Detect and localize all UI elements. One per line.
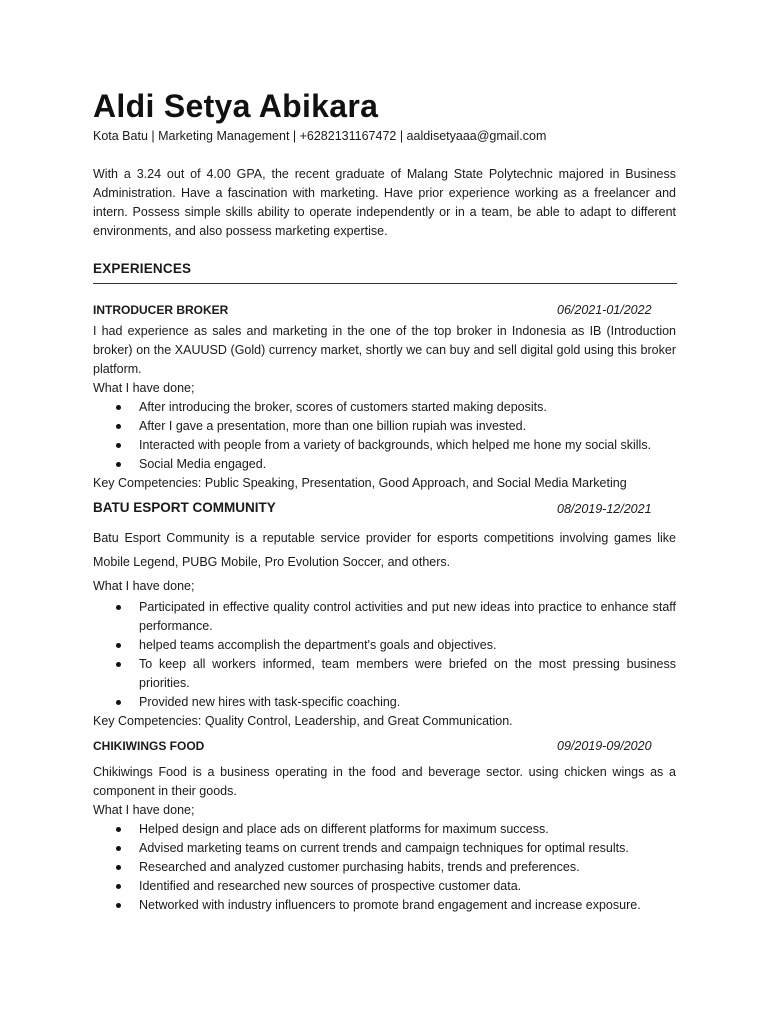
done-label: What I have done; [93,579,195,593]
bullet-icon [116,424,121,429]
done-label: What I have done; [93,803,195,817]
list-item [93,820,676,839]
candidate-name: Aldi Setya Abikara [93,88,379,124]
achievement-list [93,598,676,712]
profile-summary: With a 3.24 out of 4.00 GPA, the recent graduate of Malang State Polytechnic majored in Business Administration. Have a fascination with marketing. Have prior experience working as a freelancer and intern. Possess simple skills ability to operate independently or in a team, be able to adapt to different environments, and also possess marketing expertise. [93,167,676,238]
experiences-heading: EXPERIENCES [93,261,192,276]
contact-line: Kota Batu | Marketing Management | +6282131167472 | aaldisetyaaa@gmail.com [93,129,547,143]
bullet-icon [116,700,121,705]
job-title: CHIKIWINGS FOOD [93,739,205,753]
list-item-text: Researched and analyzed customer purchasing habits, trends and preferences. [139,860,580,874]
list-item [93,455,676,474]
section-divider [93,283,677,284]
job-entry [93,739,676,915]
list-item [93,417,676,436]
job-description: Batu Esport Community is a reputable service provider for esports competitions involving games like Mobile Legend, PUBG Mobile, Pro Evolution Soccer, and others. [93,531,676,569]
job-entry [93,303,676,493]
job-entry [93,502,676,731]
bullet-icon [116,443,121,448]
job-date: 09/2019-09/2020 [557,739,652,753]
job-date: 08/2019-12/2021 [557,502,652,516]
bullet-icon [116,903,121,908]
list-item [93,398,676,417]
list-item-text: Identified and researched new sources of prospective customer data. [139,879,522,893]
list-item-text: helped teams accomplish the department's goals and objectives. [139,638,497,652]
bullet-icon [116,884,121,889]
job-title: BATU ESPORT COMMUNITY [93,500,276,515]
list-item-text: After introducing the broker, scores of customers started making deposits. [139,400,547,414]
job-date: 06/2021-01/2022 [557,303,652,317]
list-item-text: Advised marketing teams on current trends and campaign techniques for optimal results. [139,841,629,855]
achievement-list [93,820,676,915]
list-item-text: Networked with industry influencers to promote brand engagement and increase exposure. [139,898,641,912]
list-item-text: Social Media engaged. [139,457,267,471]
list-item-text: After I gave a presentation, more than one billion rupiah was invested. [139,419,527,433]
job-header [93,502,676,526]
job-description: I had experience as sales and marketing in the one of the top broker in Indonesia as IB (Introduction broker) on the XAUUSD (Gold) currency market, shortly we can buy and sell digital gold using this broker platform. [93,324,676,376]
list-item [93,636,676,655]
achievement-list [93,398,676,474]
job-description: Chikiwings Food is a business operating in the food and beverage sector. using chicken wings as a component in their goods. [93,765,676,798]
key-competencies: Key Competencies: Quality Control, Leadership, and Great Communication. [93,714,513,728]
bullet-icon [116,865,121,870]
list-item [93,598,676,636]
list-item-text: To keep all workers informed, team members were briefed on the most pressing business priorities. [139,657,676,690]
job-title: INTRODUCER BROKER [93,303,229,317]
bullet-icon [116,643,121,648]
key-competencies: Key Competencies: Public Speaking, Presentation, Good Approach, and Social Media Marketing [93,476,627,490]
list-item [93,896,676,915]
bullet-icon [116,605,121,610]
bullet-icon [116,662,121,667]
list-item [93,877,676,896]
list-item [93,839,676,858]
done-label: What I have done; [93,381,195,395]
job-header [93,303,676,322]
list-item [93,655,676,693]
list-item [93,693,676,712]
bullet-icon [116,846,121,851]
list-item-text: Provided new hires with task-specific coaching. [139,695,401,709]
list-item [93,436,676,455]
list-item-text: Participated in effective quality control activities and put new ideas into practice to enhance staff performance. [139,600,676,633]
list-item-text: Interacted with people from a variety of backgrounds, which helped me hone my social skills. [139,438,652,452]
job-header [93,739,676,763]
list-item [93,858,676,877]
bullet-icon [116,827,121,832]
bullet-icon [116,462,121,467]
bullet-icon [116,405,121,410]
list-item-text: Helped design and place ads on different platforms for maximum success. [139,822,549,836]
